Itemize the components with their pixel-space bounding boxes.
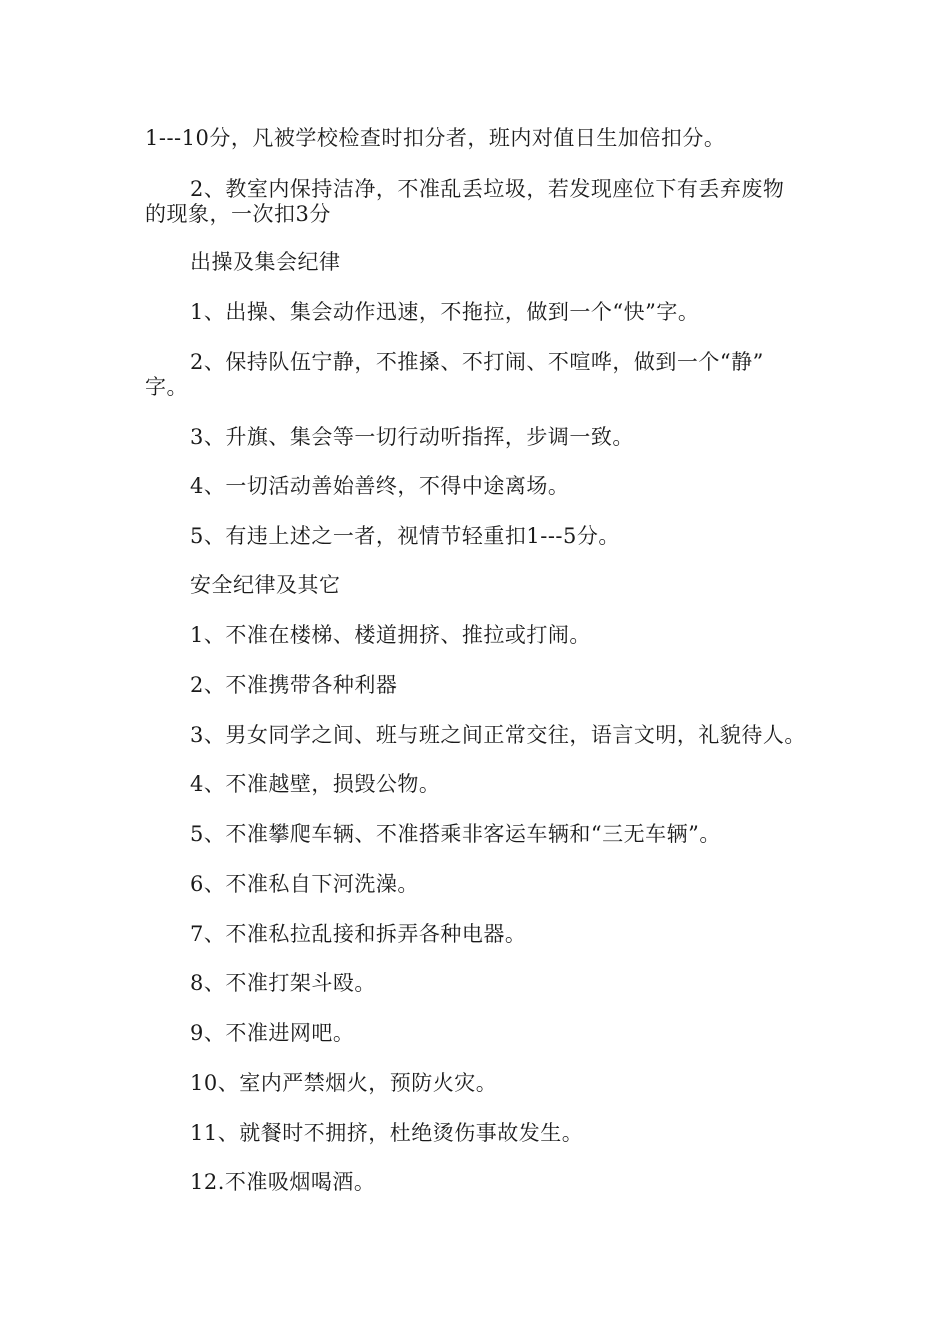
paragraph-line: 3、男女同学之间、班与班之间正常交往，语言文明，礼貌待人。 bbox=[190, 723, 806, 747]
paragraph-line: 2、不准携带各种利器 bbox=[190, 673, 398, 697]
paragraph-line: 3、升旗、集会等一切行动听指挥，步调一致。 bbox=[190, 425, 634, 449]
paragraph-line: 2、保持队伍宁静，不推搡、不打闹、不喧哗，做到一个“静” bbox=[190, 350, 764, 374]
paragraph-line: 的现象，一次扣3分 bbox=[145, 202, 331, 226]
paragraph-line: 1、出操、集会动作迅速，不拖拉，做到一个“快”字。 bbox=[190, 300, 700, 324]
paragraph-line: 8、不准打架斗殴。 bbox=[190, 971, 376, 995]
paragraph-line: 6、不准私自下河洗澡。 bbox=[190, 872, 419, 896]
paragraph-line: 1、不准在楼梯、楼道拥挤、推拉或打闹。 bbox=[190, 623, 591, 647]
paragraph-line: 5、有违上述之一者，视情节轻重扣1---5分。 bbox=[190, 524, 620, 548]
paragraph-line: 4、不准越壁，损毁公物。 bbox=[190, 772, 441, 796]
paragraph-line: 7、不准私拉乱接和拆弄各种电器。 bbox=[190, 922, 527, 946]
paragraph-line: 字。 bbox=[145, 375, 188, 399]
paragraph-line: 12.不准吸烟喝酒。 bbox=[190, 1170, 376, 1194]
paragraph-line: 5、不准攀爬车辆、不准搭乘非客运车辆和“三无车辆”。 bbox=[190, 822, 721, 846]
paragraph-line: 4、一切活动善始善终，不得中途离场。 bbox=[190, 474, 570, 498]
paragraph-line: 2、教室内保持洁净，不准乱丢垃圾，若发现座位下有丢弃废物 bbox=[190, 177, 785, 201]
paragraph-line: 1---10分，凡被学校检查时扣分者，班内对值日生加倍扣分。 bbox=[145, 126, 726, 150]
paragraph-line: 9、不准进网吧。 bbox=[190, 1021, 355, 1045]
section-heading: 安全纪律及其它 bbox=[190, 573, 341, 597]
section-heading: 出操及集会纪律 bbox=[190, 250, 341, 274]
paragraph-line: 11、就餐时不拥挤，杜绝烫伤事故发生。 bbox=[190, 1121, 584, 1145]
paragraph-line: 10、室内严禁烟火，预防火灾。 bbox=[190, 1071, 498, 1095]
